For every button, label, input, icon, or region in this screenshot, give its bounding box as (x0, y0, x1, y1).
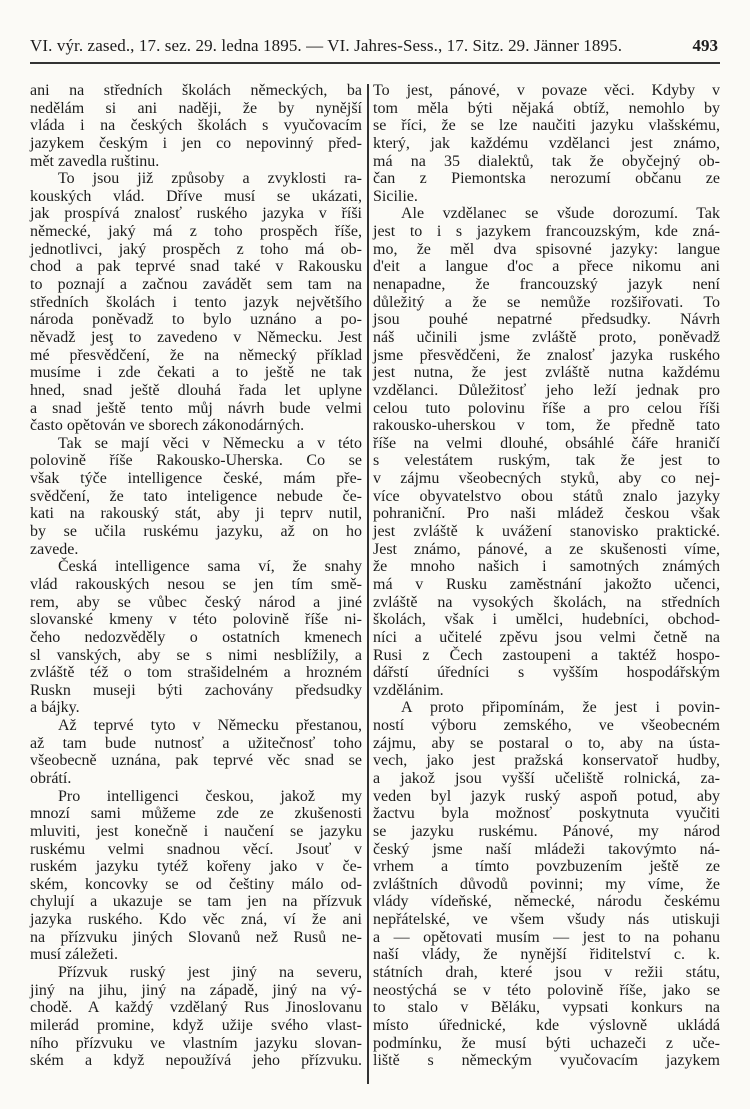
text-line: Jest známo, pánové, a ze skušenosti víme, (373, 540, 720, 558)
text-line: vzdělanci. Důležitosť jeho leží jednak pro (373, 381, 720, 399)
paragraph (30, 170, 362, 435)
text-line: až tam bude nutnosť a užitečnosť toho (30, 734, 362, 752)
text-line: a bájky. (30, 699, 80, 717)
text-line: zájmu, aby se postaral o to, aby na ústa- (373, 734, 720, 752)
paragraph (373, 205, 720, 699)
text-line: Ale vzdělanec se všude dorozumí. Tak (401, 205, 720, 223)
text-line: mět zavedla ruštinu. (30, 152, 160, 170)
text-line: jest to i s jazykem francouzským, kde zná- (373, 223, 720, 241)
text-line: se říci, že se lze naučiti jazyku vlašskému, (373, 117, 720, 135)
left-column (30, 82, 362, 1070)
text-line: ností výboru zemského, ve všeobecném (373, 717, 720, 735)
text-line: Tak se mají věci v Německu a v této (58, 434, 362, 452)
text-line: státních drah, které jsou v režii státu, (373, 964, 720, 982)
paragraph (30, 435, 362, 558)
text-line: národa poněvadž to bylo uznáno a po- (30, 311, 362, 329)
text-line: žactvu byla možnosť poskytnuta vyučiti (373, 805, 720, 823)
text-line: To jsou již způsoby a zvyklosti ra- (58, 170, 362, 188)
text-line: jednotlivci, jaký prospěch z toho má ob- (30, 240, 362, 258)
text-line: kati na rakouský stát, aby ji teprv nutil, (30, 505, 362, 523)
text-line: jsou pouhé nepatrné předsudky. Návrh (373, 311, 720, 329)
text-line: vlády vídeňské, německé, národu českému (373, 893, 720, 911)
text-line: musíme i zde čekati a to ještě ne tak (30, 364, 362, 382)
paragraph (30, 82, 362, 170)
text-line: zvláště též o tom strašidelném a hrozném (30, 664, 362, 682)
text-line: chod a pak teprvé snad také v Rakousku (30, 258, 362, 276)
text-line: který, jak každému vzdělanci jest známo, (373, 134, 720, 152)
text-line: čan z Piemontska nerozumí občanu ze (373, 170, 720, 188)
text-line: tom měla býti nějaká obtíž, nemohlo by (373, 99, 720, 117)
header-rule (30, 62, 720, 64)
text-line: ního přízvuku ve vlastním jazyku slovan- (30, 1034, 362, 1052)
text-line: by se učila ruskému jazyku, až on ho (30, 523, 362, 541)
text-line: Přízvuk ruský jest jiný na severu, (58, 964, 362, 982)
text-line: Ruskn museji býti zachovány předsudky (30, 681, 362, 699)
text-line: český jsme naší mládeži takovýmto ná- (373, 840, 720, 858)
text-line: však týče intelligence české, mám pře- (30, 470, 362, 488)
text-line: mo, že měl dva spisovné jazyky: langue (373, 240, 720, 258)
text-line: d'eit a langue d'oc a přece nikomu ani (373, 258, 720, 276)
text-line: čeho nedozvěděly o ostatních kmenech (30, 628, 362, 646)
text-line: jazykem českým i jen co nepovinný před- (30, 134, 362, 152)
text-line: ském a když nepoužívá jeho přízvuku. (30, 1052, 362, 1070)
text-line: to poznají a začnou zavádět sem tam na (30, 276, 362, 294)
text-line: pohraniční. Pro naši mládež českou však (373, 505, 720, 523)
text-line: jiný na jihu, jiný na západě, jiný na vý- (30, 981, 362, 999)
text-line: ani na středních školách německých, ba (30, 82, 362, 99)
right-column (373, 82, 720, 1070)
text-line: se jazyku ruskému. Pánové, my národ (373, 822, 720, 840)
text-line: má na 35 dialektů, tak že obyčejný ob- (373, 152, 720, 170)
text-line: podmínku, že musí býti uchazeči z uče- (373, 1034, 720, 1052)
text-line: vzdělánim. (373, 681, 444, 699)
paragraph (30, 964, 362, 1070)
text-line: Až teprvé tyto v Německu přestanou, (58, 717, 362, 735)
text-line: v zájmu všeobecných styků, aby co nej- (373, 470, 720, 488)
text-line: liště s německým vyučovacím jazykem (373, 1052, 720, 1070)
text-line: chylují a ukazuje se tam jen na přízvuk (30, 893, 362, 911)
text-line: a snad ještě tento můj návrh bude velmi (30, 399, 362, 417)
text-line: mé přesvědčení, že na německý příklad (30, 346, 362, 364)
text-line: jest nutna, že jest zvláště nutna každému (373, 364, 720, 382)
text-line: středních školách i tento jazyk největšího (30, 293, 362, 311)
text-line: A proto připomínám, že jest i povin- (401, 699, 720, 717)
text-line: slovanské kmeny v této polovině říše ni- (30, 611, 362, 629)
running-header (30, 36, 718, 60)
text-line: veden byl jazyk ruský aspoň potud, aby (373, 787, 720, 805)
text-line: nedělám si ani naději, že by nynější (30, 99, 362, 117)
text-line: rem, aby se vůbec český národ a jiné (30, 593, 362, 611)
text-line: kouských vlád. Dříve musí se ukázati, (30, 187, 362, 205)
text-line: Sicilie. (373, 187, 418, 205)
text-line: musí záležeti. (30, 946, 118, 964)
text-line: jak prospívá znalosť ruského jazyka v říši (30, 205, 362, 223)
text-line: Rusi z Čech zastoupeni a taktéž hospo- (373, 646, 720, 664)
text-line: níci a učitelé zpěvu jsou velmi četně na (373, 628, 720, 646)
text-line: vech, jako jest pražská konservatoř hudby, (373, 752, 720, 770)
text-line: rakousko-uherskou v tom, že předně tato (373, 417, 720, 435)
text-line: náš učinili jsme zvláště proto, poněvadž (373, 328, 720, 346)
text-line: často opětován ve sborech zákonodárných. (30, 417, 305, 435)
text-line: Pro intelligenci českou, jakož my (58, 787, 362, 805)
text-line: hned, snad ještě dlouhá řada let uplyne (30, 381, 362, 399)
text-line: dářstí úředníci s vyšším hospodářským (373, 664, 720, 682)
text-line: ském, koncovky se od češtiny málo od- (30, 875, 362, 893)
text-line: polovině říše Rakousko-Uherska. Co se (30, 452, 362, 470)
text-line: nepřátelské, ve všem všudy nás utiskuji (373, 911, 720, 929)
text-line: sl vanských, aby se s nimi nesblížily, a (30, 646, 362, 664)
paragraph (373, 699, 720, 1069)
text-line: Česká intelligence sama ví, že snahy (58, 558, 362, 576)
text-line: s velestátem ruským, tak že jest to (373, 452, 720, 470)
page-number: 493 (692, 36, 718, 55)
paragraph (30, 558, 362, 717)
text-line: mnozí sami můžeme zde ze zkušenosti (30, 805, 362, 823)
text-line: a jakož jsou vyšší učeliště rolnická, za- (373, 769, 720, 787)
text-line: vrhem a tímto povzbuzením ještě ze (373, 858, 720, 876)
text-line: vlád rakouských nesou se jen tím smě- (30, 575, 362, 593)
text-line: důležitý a že se nemůže rozšiřovati. To (373, 293, 720, 311)
paragraph (30, 788, 362, 964)
column-divider (367, 84, 369, 1084)
text-line: milerád promine, když užije svého vlast- (30, 1016, 362, 1034)
text-line: něvadž jesţ to zavedeno v Německu. Jest (30, 328, 362, 346)
text-line: zvláště na vysokých školách, na středních (373, 593, 720, 611)
text-line: a — opětovati musím — jest to na pohanu (373, 928, 720, 946)
text-line: chodě. A každý vzdělaný Rus Jinoslovanu (30, 999, 362, 1017)
text-line: to stalo v Běláku, vypsati konkurs na (373, 999, 720, 1017)
text-line: má v Rusku zaměstnání jakožto učenci, (373, 575, 720, 593)
text-line: jest zvláště k uvážení stanovisko praktické. (373, 523, 720, 541)
text-line: jazyka ruského. Kdo věc zná, ví že ani (30, 911, 362, 929)
header-title: VI. výr. zased., 17. sez. 29. ledna 1895. — VI. Jahres-Sess., 17. Sitz. 29. Jänner 1895. (30, 36, 623, 55)
text-line: více obyvatelstvo obou států znalo jazyky (373, 487, 720, 505)
text-line: svědčení, že tato inteligence nebude če- (30, 487, 362, 505)
text-line: všeobecně uznána, pak teprvé věc snad se (30, 752, 362, 770)
text-line: říše na velmi dlouhé, obsáhlé čáře hraničí (373, 434, 720, 452)
text-line: neostýchá se v této polovině říše, jako se (373, 981, 720, 999)
text-line: místo úřednické, kde výslovně ukládá (373, 1016, 720, 1034)
paragraph (30, 717, 362, 788)
text-line: vláda i na českých školách s vyučovacím (30, 117, 362, 135)
text-line: německé, jaký má z toho prospěch říše, (30, 223, 362, 241)
text-line: naší vlády, že nynější řiditelství c. k. (373, 946, 720, 964)
text-line: zvláštních důvodů povinni; my víme, že (373, 875, 720, 893)
text-line: obrátí. (30, 769, 72, 787)
text-line: nenapadne, že francouzský jazyk není (373, 276, 720, 294)
paragraph (373, 82, 720, 205)
text-line: zavede. (30, 540, 79, 558)
text-line: To jest, pánové, v povaze věci. Kdyby v (373, 82, 720, 99)
text-line: ruskému velmi snadnou věcí. Jsouť v (30, 840, 362, 858)
text-line: celou tuto polovinu říše a pro celou říši (373, 399, 720, 417)
text-line: mluviti, jest konečně i naučení se jazyku (30, 822, 362, 840)
text-line: jsme přesvědčeni, že znalosť jazyka ruského (373, 346, 720, 364)
text-line: školách, však i umělci, hudebníci, obchod- (373, 611, 720, 629)
text-line: ruském jazyku tytéž kořeny jako v če- (30, 858, 362, 876)
text-line: že mnoho našich i samotných známých (373, 558, 720, 576)
text-line: na přízvuku jiných Slovanů než Rusů ne- (30, 928, 362, 946)
